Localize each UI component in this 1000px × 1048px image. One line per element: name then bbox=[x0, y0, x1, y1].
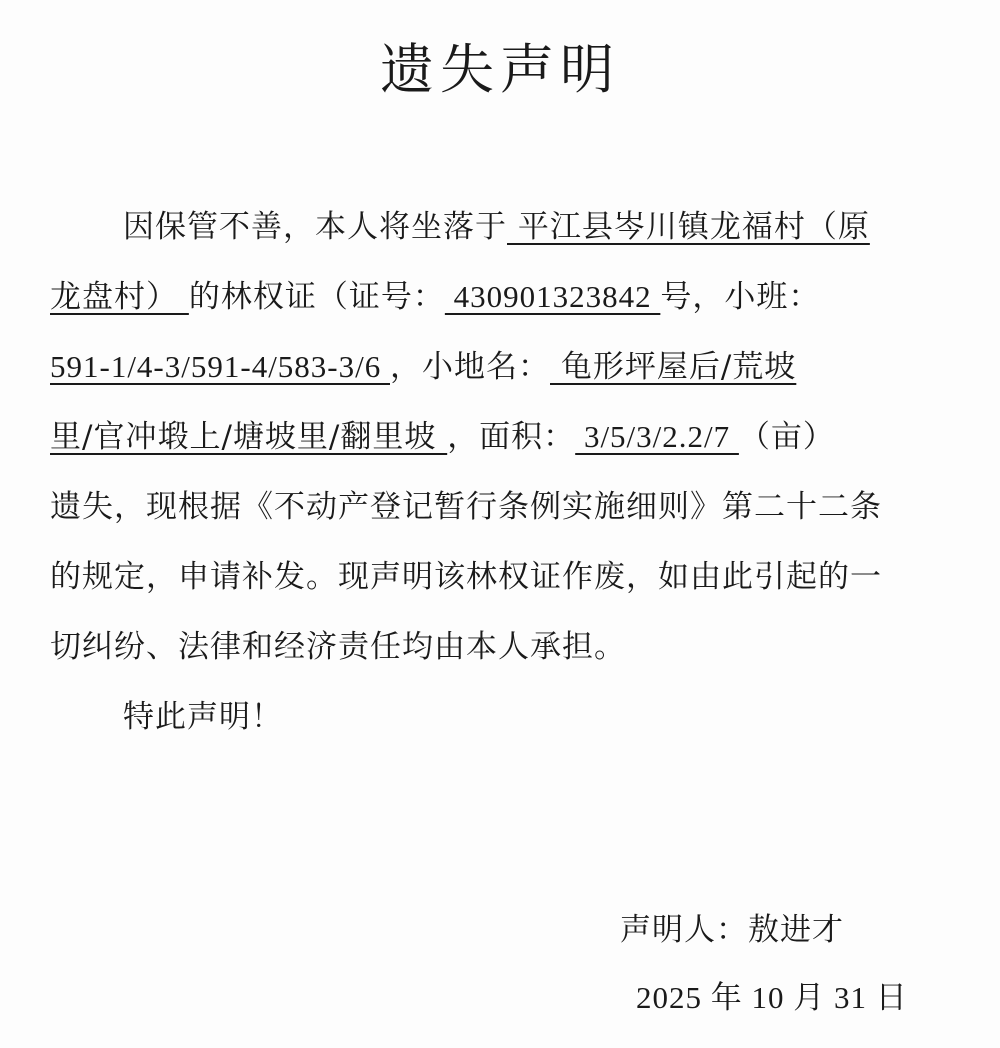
cert-label: 的林权证（证号： bbox=[188, 279, 445, 315]
declaration-date: 2025 年 10 月 31 日 bbox=[636, 980, 908, 1015]
place-name-value: 龟形坪屋后/荒坡 bbox=[550, 349, 797, 385]
closing-statement: 特此声明！ bbox=[123, 699, 283, 735]
subcompartment-value: 591-1/4-3/591-4/583-3/6 bbox=[50, 349, 390, 384]
area-label: ，面积： bbox=[447, 419, 576, 455]
paragraph-line-7: 切纠纷、法律和经济责任均由本人承担。 bbox=[50, 629, 626, 665]
paragraph-line-6: 的规定，申请补发。现声明该林权证作废，如由此引起的一 bbox=[50, 559, 882, 595]
signatory: 声明人：敖进才 bbox=[620, 912, 844, 948]
subcompartment-label: 号，小班： bbox=[660, 279, 821, 315]
paragraph-line-2 bbox=[50, 267, 950, 327]
place-name-label: ，小地名： bbox=[390, 349, 550, 385]
document-title: 遗失声明 bbox=[380, 38, 620, 101]
paragraph-line-1 bbox=[50, 197, 950, 257]
paragraph-line-5: 遗失，现根据《不动产登记暂行条例实施细则》第二十二条 bbox=[50, 489, 882, 525]
location-underlined: 平江县岑川镇龙福村（原 bbox=[507, 209, 870, 245]
paragraph-line-4 bbox=[50, 407, 950, 467]
intro-text: 因保管不善，本人将坐落于 bbox=[123, 209, 507, 245]
cert-number: 430901323842 bbox=[444, 279, 661, 314]
area-value: 3/5/3/2.2/7 bbox=[575, 419, 739, 454]
area-unit: （亩） bbox=[738, 419, 835, 455]
location-underlined-cont: 龙盘村） bbox=[50, 279, 189, 315]
place-name-value-cont: 里/官冲塅上/塘坡里/翻里坡 bbox=[50, 419, 448, 455]
paragraph-line-3 bbox=[50, 337, 950, 397]
